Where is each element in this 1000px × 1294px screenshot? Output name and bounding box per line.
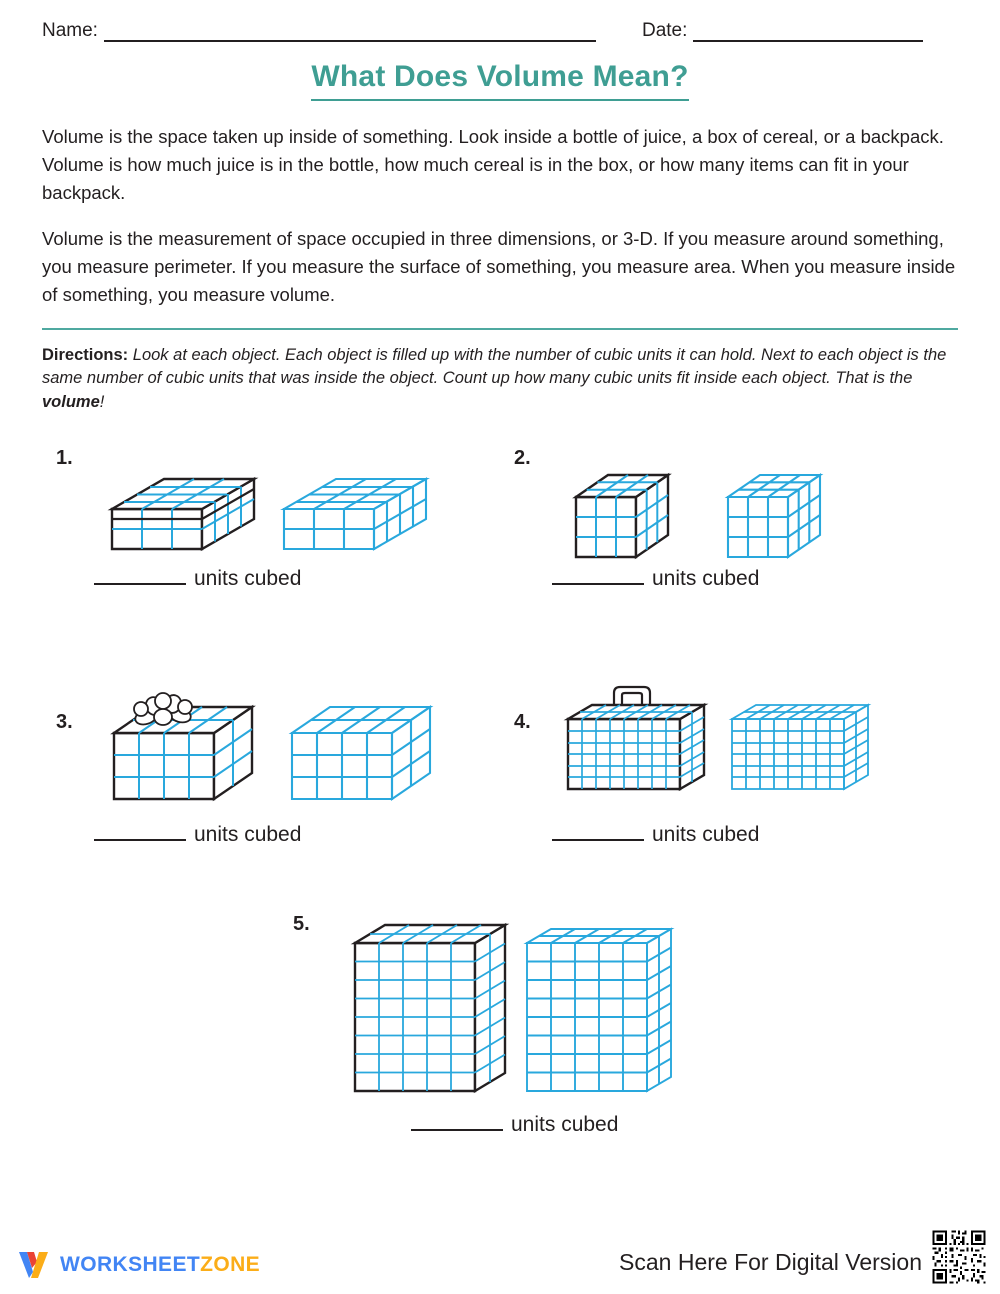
problem-1-figures [42, 437, 500, 567]
shoebox-and-prism [94, 457, 434, 567]
intro-paragraph-2: Volume is the measurement of space occupied in three dimensions, or 3-D. If you measure around something, you measure perimeter. If you measure the surface of something, you measure area. When you measure inside of something, you measure volume. [42, 228, 956, 305]
problem-number-5: 5. [293, 913, 310, 936]
directions-text-after: ! [99, 393, 105, 412]
answer-blank-2[interactable] [552, 568, 644, 585]
problem-4-answer [500, 823, 958, 847]
giftbox-and-prism [94, 673, 434, 823]
name-input-line[interactable] [104, 23, 596, 42]
problem-5 [42, 905, 958, 1137]
problem-row-2 [42, 673, 958, 847]
tall-box-icon [355, 925, 505, 1091]
problem-number-2: 2. [514, 447, 531, 470]
problem-1-answer [42, 567, 500, 591]
shoebox-icon [112, 479, 254, 549]
cube-box-and-prism [552, 457, 852, 567]
answer-blank-5[interactable] [411, 1114, 503, 1131]
directions-block [42, 344, 958, 416]
problem-number-1: 1. [56, 447, 73, 470]
problem-2-answer [500, 567, 958, 591]
name-label: Name: [42, 20, 98, 41]
qr-code[interactable] [928, 1226, 990, 1288]
bow-icon [133, 693, 192, 727]
page-footer [0, 1208, 1000, 1294]
worksheetzone-logo[interactable] [18, 1250, 260, 1280]
unit-cube-prism-3 [292, 707, 430, 799]
problem-2 [500, 437, 958, 591]
answer-label-1: units cubed [194, 567, 302, 591]
qr-code-image [928, 1226, 990, 1288]
logo-v-icon [18, 1250, 52, 1280]
unit-cube-prism-4 [732, 705, 868, 789]
problem-3 [42, 673, 500, 847]
problem-3-figures [42, 673, 500, 823]
tallbox-and-prism [341, 905, 671, 1113]
answer-label-4: units cubed [652, 823, 760, 847]
problem-row-1 [42, 437, 958, 591]
gift-box-icon [114, 693, 252, 799]
page-title: What Does Volume Mean? [311, 60, 688, 101]
name-date-row [42, 0, 958, 42]
problems-section [42, 437, 958, 1137]
problem-row-3 [42, 905, 958, 1137]
suitcase-icon [568, 687, 704, 789]
logo-worksheet: WORKSHEET [60, 1253, 201, 1276]
directions-emphasis: volume [42, 393, 100, 412]
page-title-wrap [42, 60, 958, 101]
intro-text [42, 123, 958, 309]
answer-blank-1[interactable] [94, 568, 186, 585]
problem-4 [500, 673, 958, 847]
date-label: Date: [641, 20, 688, 41]
answer-label-3: units cubed [194, 823, 302, 847]
problem-1 [42, 437, 500, 591]
directions-text: Look at each object. Each object is filled up with the number of cubic units it can hold. Next to each object is the same number of cubic units that was inside the object. Count up how many cubic units fit inside each object. That is the [42, 345, 947, 388]
problem-5-answer [329, 1113, 671, 1137]
cube-box-icon [576, 475, 668, 557]
problem-number-4: 4. [514, 711, 531, 734]
section-divider [42, 328, 958, 330]
intro-paragraph-1: Volume is the space taken up inside of something. Look inside a bottle of juice, a box of cereal, or a backpack. Volume is how much juice is in the bottle, how much cereal is in the box, or how many items can fit in your backpack. [42, 126, 944, 203]
answer-label-5: units cubed [511, 1113, 619, 1137]
answer-blank-4[interactable] [552, 824, 644, 841]
scan-text: Scan Here For Digital Version [619, 1249, 922, 1275]
suitcase-and-prism [552, 673, 892, 823]
problem-5-figures [329, 905, 671, 1113]
problem-4-figures [500, 673, 958, 823]
logo-zone: ZONE [200, 1253, 261, 1276]
problem-3-answer [42, 823, 500, 847]
directions-label: Directions: [42, 345, 129, 364]
unit-cube-prism-2 [728, 475, 820, 557]
problem-number-3: 3. [56, 711, 73, 734]
answer-blank-3[interactable] [94, 824, 186, 841]
logo-text [60, 1253, 260, 1277]
problem-2-figures [500, 437, 958, 567]
answer-label-2: units cubed [652, 567, 760, 591]
unit-cube-prism-5 [527, 929, 671, 1091]
date-input-line[interactable] [693, 23, 923, 42]
unit-cube-prism-1 [284, 479, 426, 549]
